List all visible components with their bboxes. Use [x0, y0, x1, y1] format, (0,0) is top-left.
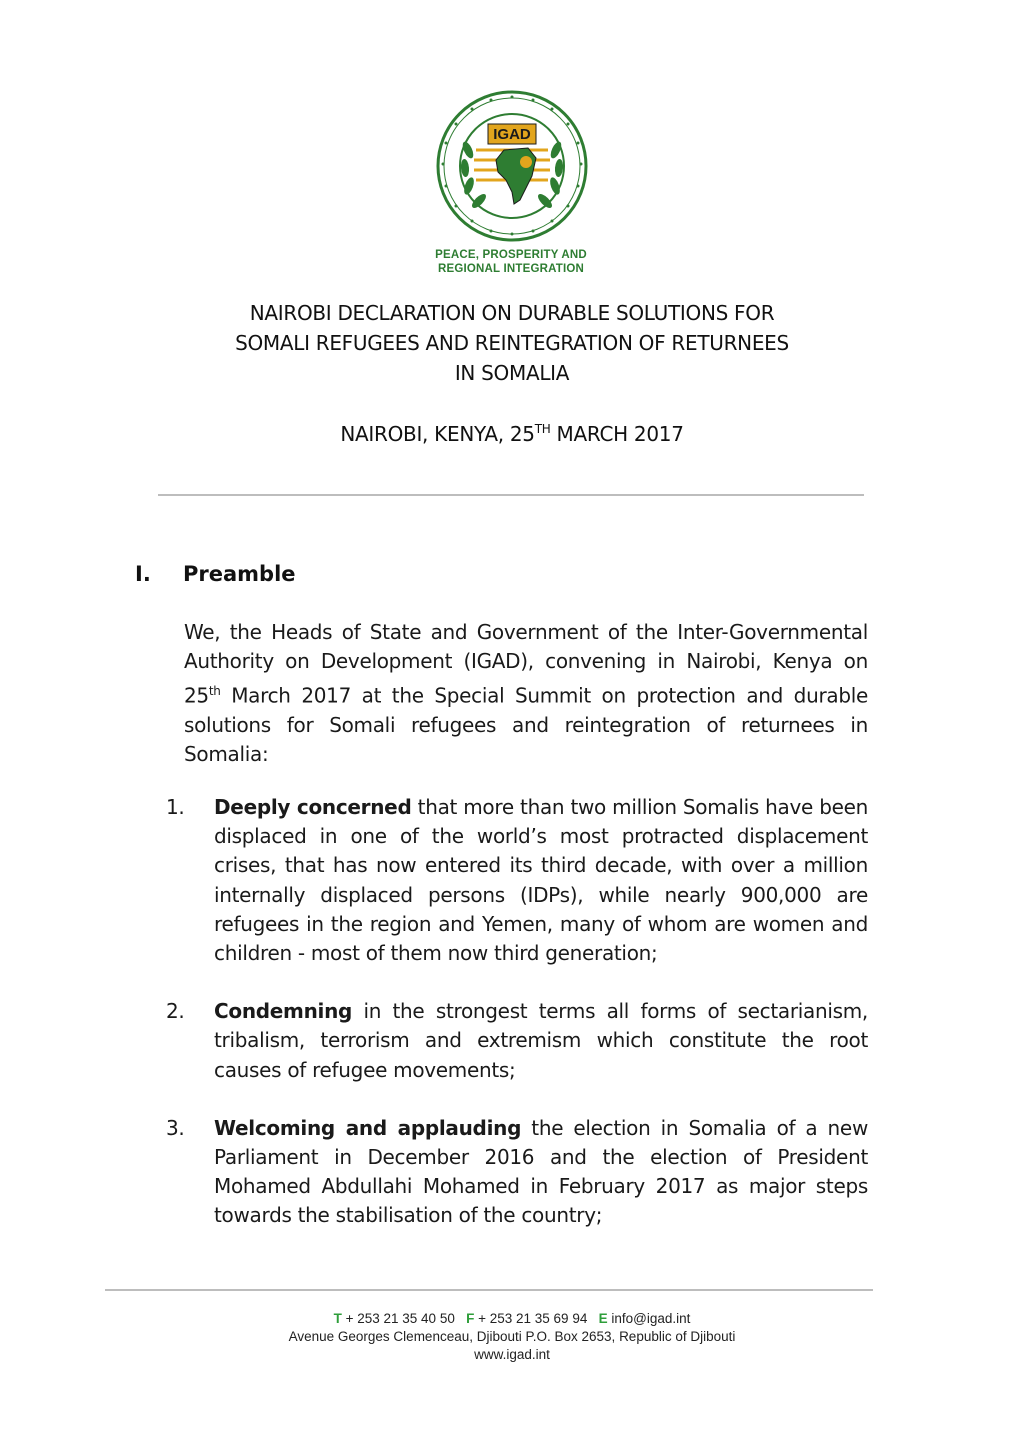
item-lead: Condemning: [214, 999, 353, 1024]
email-value: info@igad.int: [607, 1311, 691, 1326]
list-item: [158, 1114, 868, 1231]
item-number: 3.: [166, 1115, 185, 1140]
title-line-3: IN SOMALIA: [454, 361, 570, 385]
document-title: [120, 298, 904, 388]
item-text: that more than two million Somalis have been displaced in one of the world’s most protracted displacement crises, that has now entered its third decade, with over a million internally displaced persons (IDPs), while nearly 900,000 are refugees in the region and Yemen, many of whom are women and children - most of them now third generation;: [214, 795, 868, 966]
section-heading: [135, 562, 296, 586]
fax-value: + 253 21 35 69 94: [474, 1311, 588, 1326]
phone-key: T: [333, 1311, 342, 1326]
dateline-ordinal: TH: [534, 422, 551, 436]
page-footer: [120, 1310, 904, 1364]
section-number: I.: [135, 562, 151, 586]
footer-website: www.igad.int: [474, 1347, 550, 1362]
tagline-line-1: PEACE, PROSPERITY AND: [435, 249, 587, 261]
phone-value: + 253 21 35 40 50: [341, 1311, 455, 1326]
footer-contacts: [120, 1310, 904, 1328]
logo-tagline: [416, 248, 606, 276]
item-text: in the strongest terms all forms of sectarianism, tribalism, terrorism and extremism which constitute the root causes of refugee movements;: [214, 999, 868, 1082]
dateline: [120, 414, 904, 449]
divider-top: [158, 494, 864, 496]
item-text: the election in Somalia of a new Parliament in December 2016 and the election of President Mohamed Abdullahi Mohamed in February 2017 as major steps towards the stabilisation of the country;: [214, 1115, 868, 1228]
divider-footer: [105, 1289, 873, 1291]
preamble-text-2: March 2017 at the Special Summit on protection and durable solutions for Somali refugees and reintegration of returnees in Somalia:: [184, 683, 868, 767]
igad-emblem-icon: [432, 88, 592, 244]
fax-key: F: [466, 1311, 475, 1326]
declaration-list: [158, 793, 868, 1260]
item-lead: Deeply concerned: [214, 795, 412, 819]
item-lead: Welcoming and applauding: [214, 1115, 522, 1140]
item-number: 1.: [166, 795, 185, 819]
preamble-text-1: We, the Heads of State and Government of the Inter-Governmental Authority on Development (IGAD), convening in Nairobi, Kenya on 25: [184, 620, 868, 708]
section-title: Preamble: [183, 562, 296, 586]
item-number: 2.: [166, 999, 185, 1024]
footer-address: Avenue Georges Clemenceau, Djibouti P.O. Box 2653, Republic of Djibouti: [288, 1329, 736, 1344]
preamble-ordinal: th: [208, 683, 221, 698]
title-line-1: NAIROBI DECLARATION ON DURABLE SOLUTIONS FOR: [249, 301, 775, 325]
dateline-place: NAIROBI, KENYA, 25: [340, 422, 535, 446]
logo-acronym: IGAD: [493, 126, 531, 143]
list-item: [158, 793, 868, 968]
title-line-2: SOMALI REFUGEES AND REINTEGRATION OF RETURNEES: [235, 331, 789, 355]
email-key: E: [598, 1311, 608, 1326]
preamble-paragraph: [184, 618, 868, 770]
dateline-month-year: MARCH 2017: [550, 422, 684, 446]
igad-logo: [432, 88, 592, 244]
tagline-line-2: REGIONAL INTEGRATION: [437, 263, 585, 275]
list-item: [158, 997, 868, 1085]
